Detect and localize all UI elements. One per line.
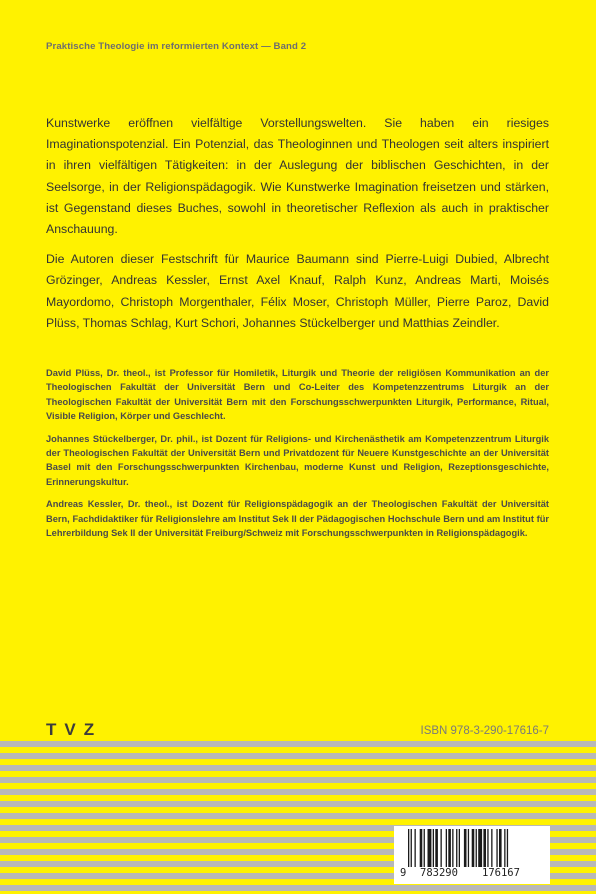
blurb-paragraph-1: Kunstwerke eröffnen vielfältige Vorstellungswelten. Sie haben ein riesiges Imaginationspotenzial. Ein Potenzial, das Theologinnen und Theologen seit alters inspiriert in ihren vielfältigen Tätigkeiten: in der Auslegung der biblischen Geschichten, in der Seelsorge, in der Religionspädagogik. Wie Kunstwerke Imagination freisetzen und stärken, ist Gegenstand dieses Buches, sowohl in theoretischer Reflexion als auch in praktischer Anschauung. <box>46 116 549 237</box>
series-title: Praktische Theologie im reformierten Kontext — Band 2 <box>46 41 307 52</box>
blurb-text <box>46 113 549 343</box>
barcode-first-digit: 9 <box>400 867 407 879</box>
bio-david-pluess: David Plüss, Dr. theol., ist Professor für Homiletik, Liturgik und Theorie der religiösen Kommunikation an der Theologischen Fakultät der Universität Bern und Co-Leiter des Kompetenzzentrums Liturgik an der Theologischen Fakultät der Universität Bern mit den Forschungsschwerpunkten Liturgik, Performance, Ritual, Visible Religion, Körper und Geschlecht. <box>46 368 549 422</box>
publisher-logo: TVZ <box>46 720 103 739</box>
blurb-paragraph-2: Die Autoren dieser Festschrift für Maurice Baumann sind Pierre-Luigi Dubied, Albrecht Grözinger, Andreas Kessler, Ernst Axel Knauf, Ralph Kunz, Andreas Marti, Moisés Mayordomo, Christoph Morgenthaler, Félix Moser, Christoph Müller, Pierre Paroz, David Plüss, Thomas Schlag, Kurt Schori, Johannes Stückelberger und Matthias Zeindler. <box>46 252 549 330</box>
barcode <box>394 826 550 884</box>
bio-andreas-kessler: Andreas Kessler, Dr. theol., ist Dozent für Religionspädagogik an der Theologischen Fakultät der Universität Bern, Fachdidaktiker für Religionslehre am Institut Sek II der Pädagogischen Hochschule Bern und am Institut für Lehrerbildung Sek II der Universität Freiburg/Schweiz mit Forschungsschwerpunkten in Religionspädagogik. <box>46 499 549 539</box>
barcode-right-group: 176167 <box>482 867 520 879</box>
barcode-bars-icon <box>394 826 550 872</box>
barcode-digits <box>394 867 550 881</box>
bio-johannes-stueckelberger: Johannes Stückelberger, Dr. phil., ist Dozent für Religions- und Kirchenästhetik am Kompetenzzentrum Liturgik der Theologischen Fakultät der Universität Bern und Privatdozent für Neuere Kunstgeschichte an der Universität Basel mit den Forschungsschwerpunkten Kirchenbau, moderne Kunst und Religion, Rezeptionsgeschichte, Erinnerungskultur. <box>46 433 549 487</box>
author-bios <box>46 366 549 548</box>
isbn-label: ISBN 978-3-290-17616-7 <box>420 725 549 737</box>
barcode-left-group: 783290 <box>420 867 458 879</box>
